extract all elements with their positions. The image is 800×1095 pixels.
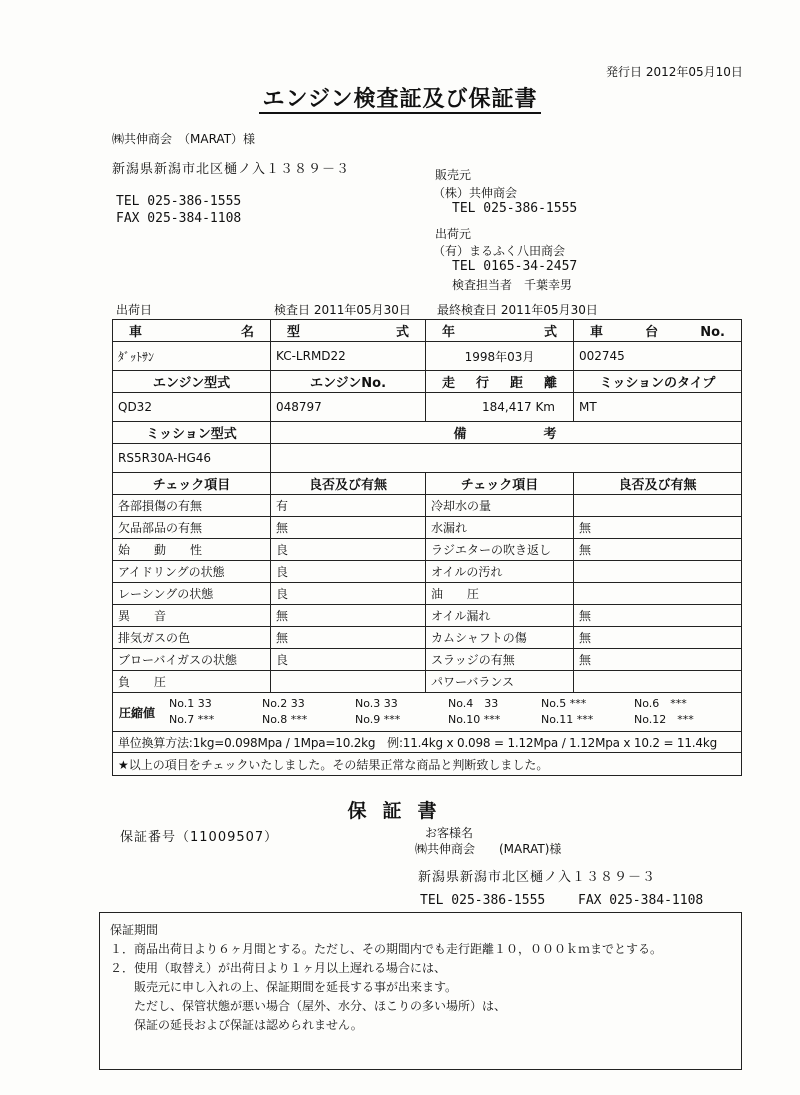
customer-fax: FAX 025-384-1108	[116, 211, 242, 226]
inspection-table	[112, 319, 742, 776]
guarantee-address: 新潟県新潟市北区樋ノ入１３８９－３	[418, 870, 657, 885]
engine-model-value: QD32	[113, 393, 271, 422]
check-item: 欠品部品の有無	[113, 517, 271, 539]
compression-value: No.11 ***	[541, 713, 594, 726]
compression-value: No.12 ***	[634, 713, 694, 726]
compression-cell	[113, 693, 742, 732]
shipper-inspector: 検査担当者 千葉幸男	[452, 278, 573, 292]
check-row	[113, 627, 742, 649]
check-result: 無	[574, 627, 742, 649]
check-item: ラジエターの吹き返し	[426, 539, 574, 561]
remarks-value	[271, 444, 742, 473]
seller-tel: TEL 025-386-1555	[452, 201, 578, 216]
check-result	[574, 561, 742, 583]
check-result: 良	[271, 561, 426, 583]
check-item: 負 圧	[113, 671, 271, 693]
shipper-name: （有）まるふく八田商会	[433, 244, 566, 258]
customer-name: ㈱共伸商会 （MARAT）様	[112, 132, 256, 146]
compression-value: No.7 ***	[169, 713, 215, 726]
customer-address: 新潟県新潟市北区樋ノ入１３８９－３	[112, 162, 351, 177]
warranty-period-line: ただし、保管状態が悪い場合（屋外、水分、ほこりの多い場所）は、	[110, 999, 507, 1013]
check-item: パワーバランス	[426, 671, 574, 693]
header-result-right: 良否及び有無	[574, 473, 742, 495]
guarantee-title: 保証書	[347, 800, 453, 822]
header-check-item-right: チェック項目	[426, 473, 574, 495]
shipper-tel: TEL 0165-34-2457	[452, 259, 578, 274]
warranty-period-line: ２．使用（取替え）が出荷日より１ヶ月以上遅れる場合には、	[110, 961, 447, 975]
guarantee-customer-label: お客様名	[425, 826, 474, 840]
header-chassis-no: 車 台 No.	[574, 320, 742, 342]
year-value: 1998年03月	[426, 342, 574, 371]
seller-label: 販売元	[435, 168, 472, 182]
check-result: 無	[574, 649, 742, 671]
check-row	[113, 561, 742, 583]
seller-name: （株）共伸商会	[433, 186, 518, 200]
header-result-left: 良否及び有無	[271, 473, 426, 495]
compression-value: No.2 33	[262, 697, 305, 710]
guarantee-tel: TEL 025-386-1555	[420, 893, 546, 908]
mileage-value: 184,417 Km	[426, 393, 574, 422]
check-item: アイドリングの状態	[113, 561, 271, 583]
check-row	[113, 495, 742, 517]
check-result: 有	[271, 495, 426, 517]
car-name-value: ﾀﾞｯﾄｻﾝ	[113, 342, 271, 371]
compression-value: No.5 ***	[541, 697, 587, 710]
header-mission-type: ミッションのタイプ	[574, 371, 742, 393]
compression-value: No.4 33	[448, 697, 499, 710]
customer-tel: TEL 025-386-1555	[116, 194, 242, 209]
check-row	[113, 539, 742, 561]
unit-conversion-note: 単位換算方法:1kg=0.098Mpa / 1Mpa=10.2kg 例:11.4kg x 0.098 = 1.12Mpa / 1.12Mpa x 10.2 = 11.4kg	[113, 732, 742, 753]
check-row	[113, 517, 742, 539]
compression-grid	[169, 696, 704, 728]
inspection-date: 検査日 2011年05月30日	[274, 303, 411, 317]
check-result: 無	[271, 517, 426, 539]
compression-value: No.3 33	[355, 697, 398, 710]
header-mission-model: ミッション型式	[113, 422, 271, 444]
check-result: 良	[271, 539, 426, 561]
check-result: 良	[271, 583, 426, 605]
check-row	[113, 649, 742, 671]
check-item: オイル漏れ	[426, 605, 574, 627]
check-item: 各部損傷の有無	[113, 495, 271, 517]
final-inspection-date: 最終検査日 2011年05月30日	[437, 303, 598, 317]
compression-value: No.10 ***	[448, 713, 501, 726]
warranty-period-line: １．商品出荷日より６ヶ月間とする。ただし、その期間内でも走行距離１０，０００ｋｍまでとする。	[110, 942, 663, 956]
check-row	[113, 671, 742, 693]
check-item: ブローバイガスの状態	[113, 649, 271, 671]
compression-value: No.6 ***	[634, 697, 687, 710]
engine-no-value: 048797	[271, 393, 426, 422]
check-item: オイルの汚れ	[426, 561, 574, 583]
compression-label: 圧縮値	[119, 705, 156, 720]
compression-value: No.9 ***	[355, 713, 401, 726]
check-result	[574, 671, 742, 693]
shipper-label: 出荷元	[435, 227, 472, 241]
compression-value: No.8 ***	[262, 713, 308, 726]
warranty-period-line: 販売元に申し入れの上、保証期間を延長する事が出来ます。	[110, 980, 458, 994]
guarantee-customer-name: ㈱共伸商会 (MARAT)様	[415, 842, 562, 856]
check-item: レーシングの状態	[113, 583, 271, 605]
header-car-name: 車 名	[113, 320, 271, 342]
check-item: 油 圧	[426, 583, 574, 605]
check-result: 無	[574, 605, 742, 627]
header-model: 型 式	[271, 320, 426, 342]
warranty-period-heading: 保証期間	[110, 923, 159, 937]
check-item: 冷却水の量	[426, 495, 574, 517]
check-item: 異 音	[113, 605, 271, 627]
issue-date: 発行日 2012年05月10日	[606, 65, 743, 79]
guarantee-fax: FAX 025-384-1108	[578, 893, 704, 908]
check-row	[113, 605, 742, 627]
model-value: KC-LRMD22	[271, 342, 426, 371]
mission-model-value: RS5R30A-HG46	[113, 444, 271, 473]
mission-type-value: MT	[574, 393, 742, 422]
check-item: カムシャフトの傷	[426, 627, 574, 649]
header-engine-no: エンジンNo.	[271, 371, 426, 393]
document-title: エンジン検査証及び保証書	[0, 82, 800, 113]
guarantee-number: 保証番号（11009507）	[120, 830, 279, 845]
check-item: スラッジの有無	[426, 649, 574, 671]
check-item: 排気ガスの色	[113, 627, 271, 649]
check-result: 無	[574, 539, 742, 561]
check-item: 水漏れ	[426, 517, 574, 539]
check-result	[574, 495, 742, 517]
check-result: 無	[574, 517, 742, 539]
header-remarks: 備 考	[271, 422, 742, 444]
compression-value: No.1 33	[169, 697, 212, 710]
ship-date: 出荷日	[116, 303, 153, 317]
warranty-period-line: 保証の延長および保証は認められません。	[110, 1018, 363, 1032]
compression-row	[113, 693, 742, 732]
check-item: 始 動 性	[113, 539, 271, 561]
check-result: 無	[271, 627, 426, 649]
header-year: 年 式	[426, 320, 574, 342]
header-mileage: 走 行 距 離	[426, 371, 574, 393]
chassis-value: 002745	[574, 342, 742, 371]
check-result	[574, 583, 742, 605]
check-row	[113, 583, 742, 605]
check-result: 無	[271, 605, 426, 627]
check-result	[271, 671, 426, 693]
check-result: 良	[271, 649, 426, 671]
header-check-item-left: チェック項目	[113, 473, 271, 495]
header-engine-model: エンジン型式	[113, 371, 271, 393]
conclusion-text: ★以上の項目をチェックいたしました。その結果正常な商品と判断致しました。	[113, 753, 742, 776]
warranty-period-box	[99, 912, 742, 1070]
